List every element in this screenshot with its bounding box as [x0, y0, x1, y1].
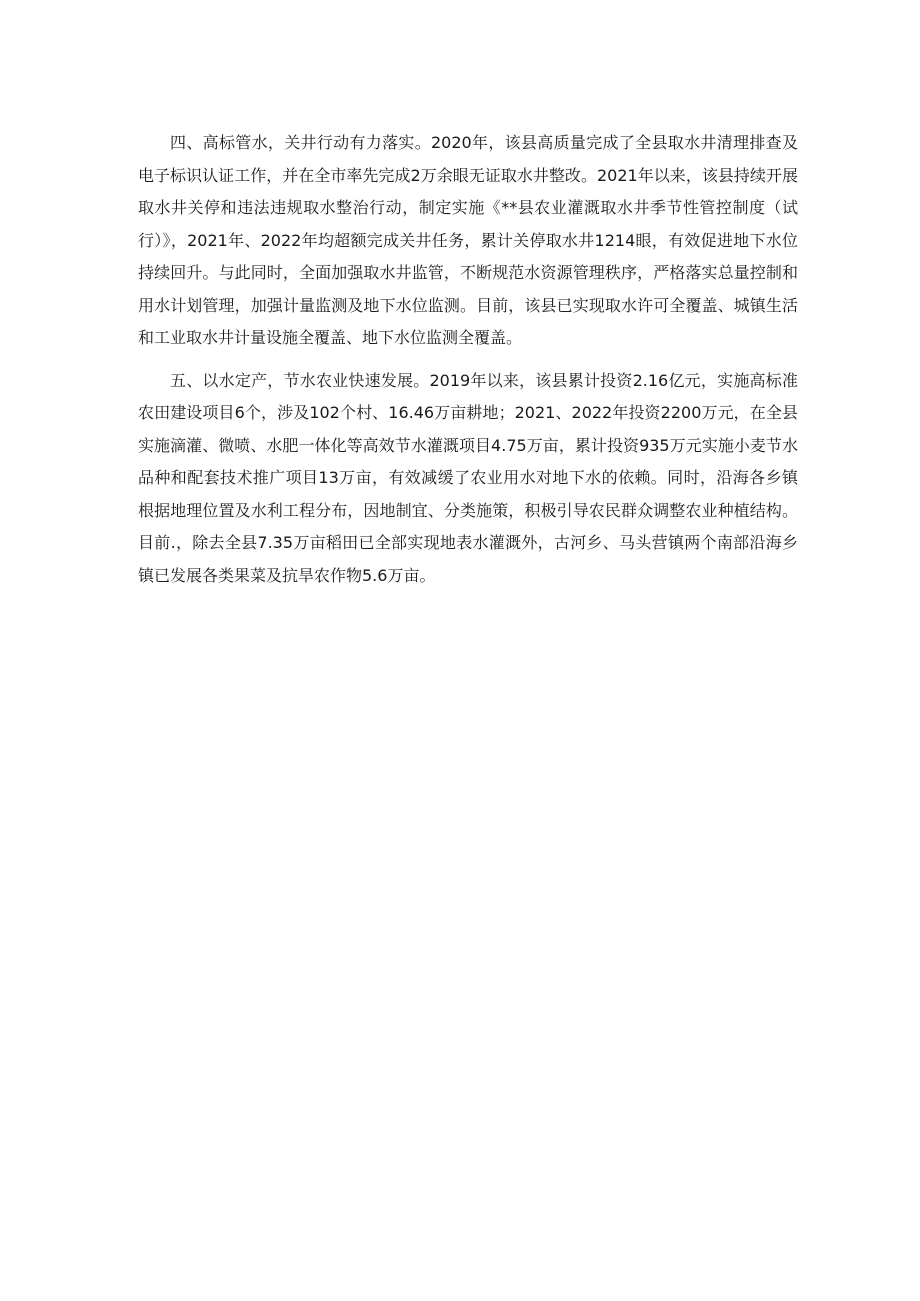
document-body	[138, 127, 798, 602]
paragraph-well-closure: 四、高标管水，关井行动有力落实。2020年，该县高质量完成了全县取水井清理排查及电子标识认证工作，并在全市率先完成2万余眼无证取水井整改。2021年以来，该县持续开展取水井关停和违法违规取水整治行动，制定实施《**县农业灌溉取水井季节性管控制度（试行）》，2021年、2022年均超额完成关井任务，累计关停取水井1214眼，有效促进地下水位持续回升。与此同时，全面加强取水井监管，不断规范水资源管理秩序，严格落实总量控制和用水计划管理，加强计量监测及地下水位监测。目前，该县已实现取水许可全覆盖、城镇生活和工业取水井计量设施全覆盖、地下水位监测全覆盖。	[138, 133, 798, 347]
paragraph-water-saving-agriculture: 五、以水定产，节水农业快速发展。2019年以来，该县累计投资2.16亿元，实施高标准农田建设项目6个，涉及102个村、16.46万亩耕地；2021、2022年投资2200万元，在全县实施滴灌、微喷、水肥一体化等高效节水灌溉项目4.75万亩，累计投资935万元实施小麦节水品种和配套技术推广项目13万亩，有效减缓了农业用水对地下水的依赖。同时，沿海各乡镇根据地理位置及水利工程分布，因地制宜、分类施策，积极引导农民群众调整农业种植结构。目前.，除去全县7.35万亩稻田已全部实现地表水灌溉外，古河乡、马头营镇两个南部沿海乡镇已发展各类果菜及抗旱农作物5.6万亩。	[138, 370, 798, 585]
